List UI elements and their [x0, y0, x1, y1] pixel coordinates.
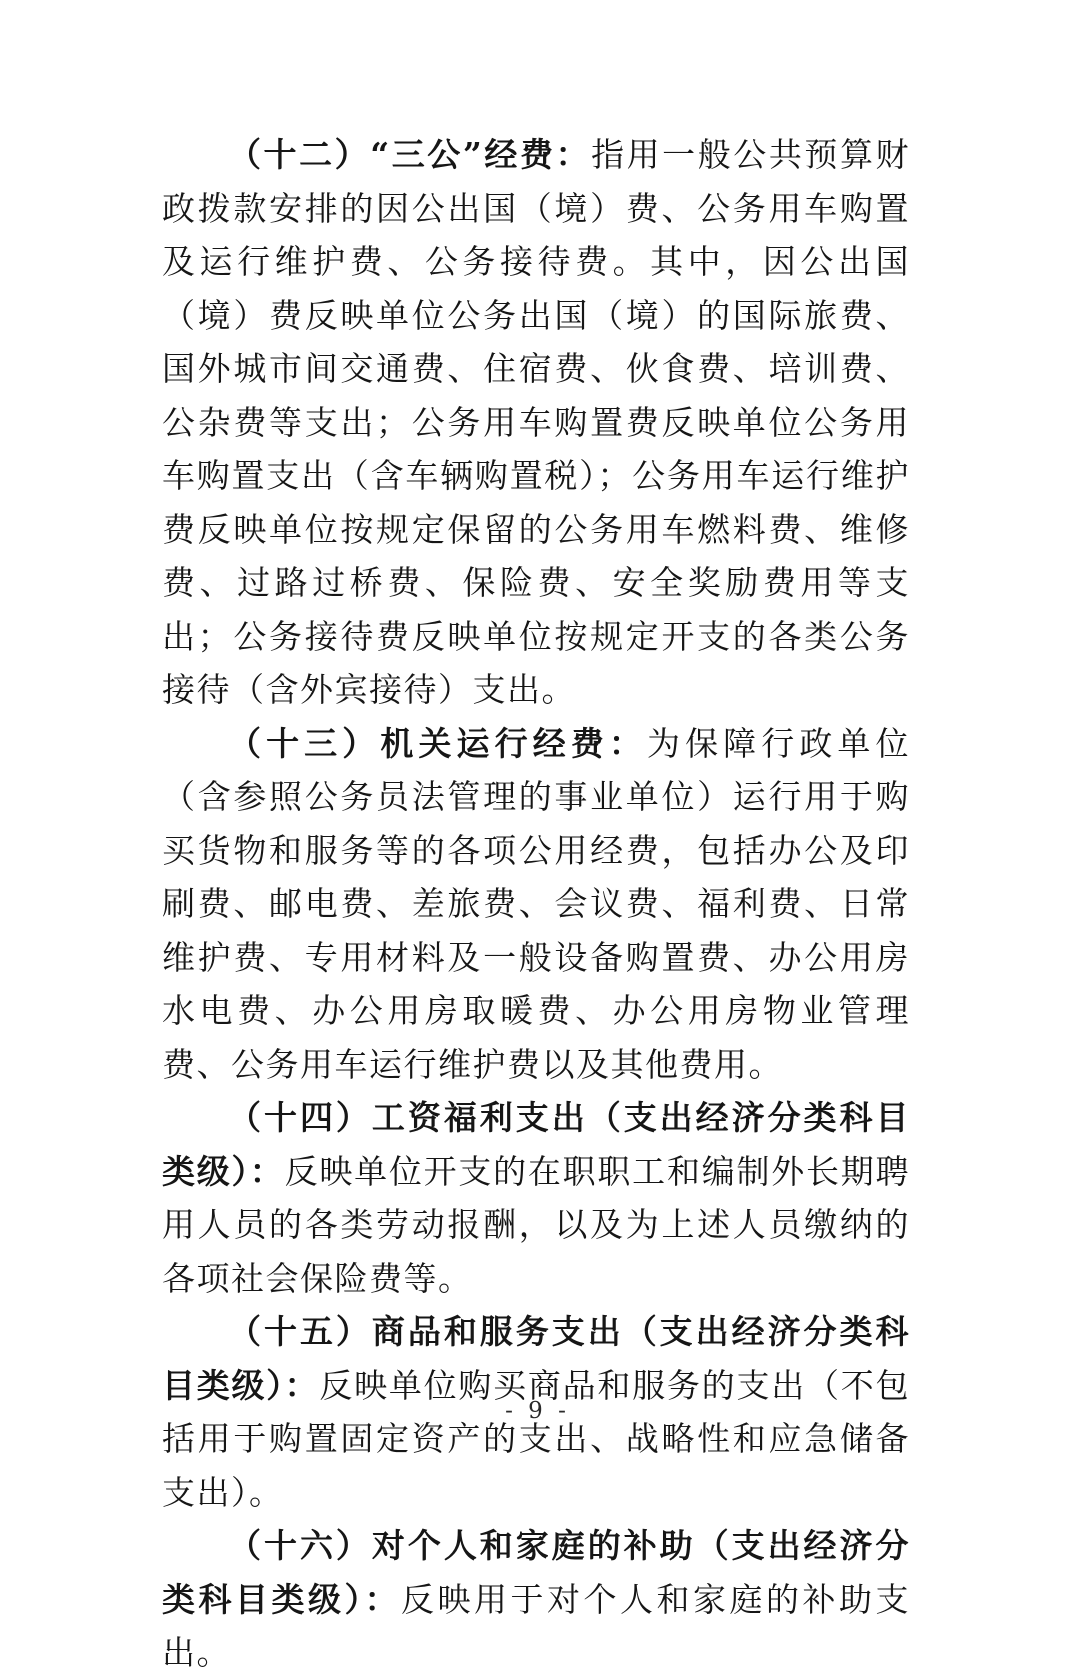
- paragraph-14-heading: （十四）工资福利支出（支出经济分类科目类级）：: [162, 1098, 910, 1191]
- paragraph-16-heading: （十六）对个人和家庭的补助（支出经济分类科目类级）：: [162, 1526, 910, 1619]
- paragraph-12-heading: （十二）“三公”经费：: [228, 135, 592, 174]
- paragraph-16-text: 反映用于对个人和家庭的补助支出。: [162, 1579, 910, 1672]
- paragraph-14: [162, 1091, 910, 1305]
- paragraph-13: [162, 717, 910, 1092]
- document-body: [162, 128, 910, 1680]
- paragraph-15-heading: （十五）商品和服务支出（支出经济分类科目类级）：: [162, 1312, 910, 1405]
- paragraph-16: [162, 1519, 910, 1680]
- paragraph-12: [162, 128, 910, 717]
- paragraph-12-text: 指用一般公共预算财政拨款安排的因公出国（境）费、公务用车购置及运行维护费、公务接待费。其中，因公出国（境）费反映单位公务出国（境）的国际旅费、国外城市间交通费、住宿费、伙食费、培训费、公杂费等支出；公务用车购置费反映单位公务用车购置支出（含车辆购置税）；公务用车运行维护费反映单位按规定保留的公务用车燃料费、维修费、过路过桥费、保险费、安全奖励费用等支出；公务接待费反映单位按规定开支的各类公务接待（含外宾接待）支出。: [162, 135, 910, 709]
- paragraph-13-heading: （十三）机关运行经费：: [228, 723, 647, 763]
- paragraph-13-text: 为保障行政单位（含参照公务员法管理的事业单位）运行用于购买货物和服务等的各项公用经费，包括办公及印刷费、邮电费、差旅费、会议费、福利费、日常维护费、专用材料及一般设备购置费、办公用房水电费、办公用房取暖费、办公用房物业管理费、公务用车运行维护费以及其他费用。: [162, 723, 911, 1084]
- page-number: - 9 -: [505, 1398, 570, 1424]
- paragraph-15-text: 反映单位购买商品和服务的支出（不包括用于购置固定资产的支出、战略性和应急储备支出）。: [162, 1365, 911, 1512]
- paragraph-14-text: 反映单位开支的在职职工和编制外长期聘用人员的各类劳动报酬，以及为上述人员缴纳的各项社会保险费等。: [162, 1151, 911, 1298]
